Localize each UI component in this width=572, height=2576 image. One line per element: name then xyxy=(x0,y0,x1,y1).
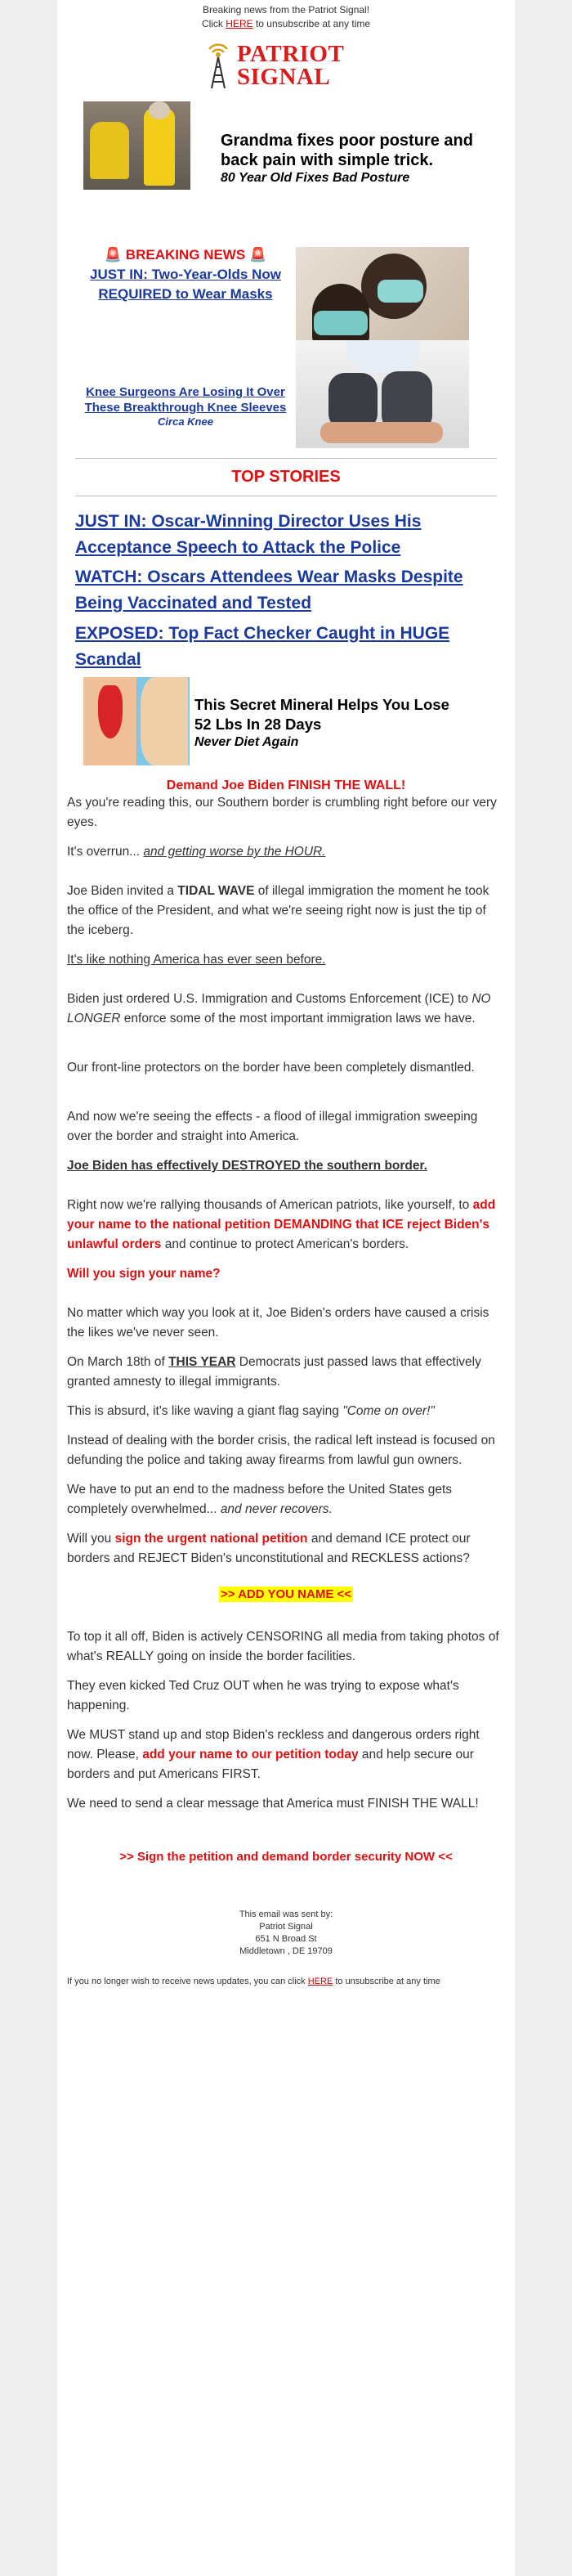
unsubscribe-link-top[interactable]: HERE xyxy=(226,18,253,29)
logo-text xyxy=(237,43,344,88)
paragraph-4: It's like nothing America has ever seen before. xyxy=(67,953,326,967)
paragraph-13-text: This is absurd, it's like waving a giant flag saying xyxy=(67,1404,343,1418)
paragraph-5 xyxy=(67,990,505,1029)
logo-line2: SIGNAL xyxy=(237,64,331,90)
paragraph-9-rest: and continue to protect American's borders. xyxy=(161,1237,409,1251)
paragraph-15-emphasis: and never recovers. xyxy=(220,1502,333,1516)
paragraph-10: Will you sign your name? xyxy=(67,1267,221,1281)
paragraph-12-text: On March 18th of xyxy=(67,1355,169,1369)
paragraph-6: Our front-line protectors on the border have been completely dismantled. xyxy=(67,1061,475,1075)
preheader xyxy=(57,4,515,29)
radio-tower-icon xyxy=(204,41,232,90)
story-link-3[interactable] xyxy=(75,621,497,673)
paragraph-3-bold: TIDAL WAVE xyxy=(177,884,255,898)
cta-add-name-wrap xyxy=(57,1587,515,1602)
story-link-1[interactable] xyxy=(75,509,497,561)
story-link-3-text[interactable]: EXPOSED: Top Fact Checker Caught in HUGE Scandal xyxy=(75,624,450,669)
paragraph-2 xyxy=(67,842,505,862)
logo[interactable] xyxy=(204,41,376,90)
ad-posture-title[interactable]: Grandma fixes poor posture and back pain with simple trick. xyxy=(221,132,473,169)
paragraph-12-bold: THIS YEAR xyxy=(168,1355,236,1369)
add-name-button[interactable]: >> ADD YOU NAME << xyxy=(220,1587,352,1601)
paragraph-19 xyxy=(67,1726,505,1784)
paragraph-15-text: We have to put an end to the madness before the United States gets completely overwhelmed... xyxy=(67,1483,453,1516)
breaking-news-label: BREAKING NEWS xyxy=(125,247,246,263)
ad-knee-image[interactable] xyxy=(296,340,469,448)
breaking-news-kicker xyxy=(83,247,288,263)
ad-mineral-title[interactable]: This Secret Mineral Helps You Lose 52 Lbs In 28 Days xyxy=(194,696,449,733)
paragraph-1: As you're reading this, our Southern border is crumbling right before our very eyes. xyxy=(67,796,497,829)
story-link-1-text[interactable]: JUST IN: Oscar-Winning Director Uses His Acceptance Speech to Attack the Police xyxy=(75,512,422,557)
divider-top xyxy=(75,458,497,459)
sign-petition-button[interactable]: >> Sign the petition and demand border security NOW << xyxy=(119,1850,453,1864)
siren-icon-right: 🚨 xyxy=(248,247,267,263)
petition-link-3[interactable]: add your name to our petition today xyxy=(142,1748,359,1761)
paragraph-12 xyxy=(67,1353,505,1392)
ad-mineral-subtitle: Never Diet Again xyxy=(194,735,299,749)
footer-unsub-text: If you no longer wish to receive news updates, you can click xyxy=(67,1977,308,1986)
ad-mineral-image[interactable] xyxy=(83,677,190,765)
paragraph-19-rest: and help secure our borders and put Americans FIRST. xyxy=(67,1748,474,1781)
paragraph-5-text: Biden just ordered U.S. Immigration and Customs Enforcement (ICE) to xyxy=(67,992,472,1006)
ad-posture-image[interactable] xyxy=(83,101,190,190)
ad-knee[interactable] xyxy=(83,384,288,428)
siren-icon-left: 🚨 xyxy=(104,247,123,263)
logo-line1: PATRIOT xyxy=(237,41,345,67)
paragraph-18: They even kicked Ted Cruz OUT when he was trying to expose what's happening. xyxy=(67,1679,459,1712)
footer-unsub-rest: to unsubscribe at any time xyxy=(333,1977,440,1986)
paragraph-16 xyxy=(67,1529,505,1568)
paragraph-2-emphasis: and getting worse by the HOUR. xyxy=(143,845,326,859)
top-stories-title: TOP STORIES xyxy=(231,468,341,486)
petition-link-1[interactable]: add your name to the national petition DEMANDING that ICE reject Biden's unlawful orders xyxy=(67,1198,496,1251)
paragraph-9-text: Right now we're rallying thousands of American patriots, like yourself, to xyxy=(67,1198,473,1212)
ad-posture[interactable] xyxy=(83,101,492,191)
ad-mineral-text[interactable] xyxy=(194,695,468,751)
paragraph-5-emphasis: NO LONGER xyxy=(67,992,491,1025)
paragraph-12-rest: Democrats just passed laws that effectively granted amnesty to illegal immigrants. xyxy=(67,1355,481,1389)
paragraph-5-rest: enforce some of the most important immigration laws we have. xyxy=(120,1012,476,1025)
email-body xyxy=(57,0,515,2576)
paragraph-11: No matter which way you look at it, Joe Biden's orders have caused a crisis the likes we've never seen. xyxy=(67,1306,489,1340)
paragraph-13-emphasis: "Come on over!" xyxy=(342,1404,435,1418)
paragraph-3-rest: of illegal immigration the moment he took the office of the President, and what we're seeing right now is just the tip of the iceberg. xyxy=(67,884,489,937)
paragraph-17: To top it all off, Biden is actively CENSORING all media from taking photos of what's REALLY going on inside the border facilities. xyxy=(67,1630,499,1663)
story-link-2-text[interactable]: WATCH: Oscars Attendees Wear Masks Despite Being Vaccinated and Tested xyxy=(75,568,463,613)
footer-city: Middletown , DE 19709 xyxy=(239,1946,333,1956)
footer-unsubscribe xyxy=(67,1976,505,1988)
ad-knee-source: Circa Knee xyxy=(158,415,213,428)
paragraph-15 xyxy=(67,1480,505,1519)
paragraph-20: We need to send a clear message that America must FINISH THE WALL! xyxy=(67,1797,479,1811)
paragraph-19-text: We MUST stand up and stop Biden's reckless and dangerous orders right now. Please, xyxy=(67,1728,480,1761)
ad-knee-headline[interactable]: Knee Surgeons Are Losing It Over These Breakthrough Knee Sleeves xyxy=(84,385,287,415)
unsubscribe-link-bottom[interactable]: HERE xyxy=(307,1977,333,1986)
petition-link-2[interactable]: sign the urgent national petition xyxy=(114,1532,308,1546)
preheader-text: Click xyxy=(201,18,226,29)
paragraph-8: Joe Biden has effectively DESTROYED the southern border. xyxy=(67,1159,427,1173)
paragraph-16-text: Will you xyxy=(67,1532,115,1546)
footer-street: 651 N Broad St xyxy=(255,1934,317,1944)
footer-org: Patriot Signal xyxy=(259,1922,313,1932)
ad-posture-subtitle: 80 Year Old Fixes Bad Posture xyxy=(221,171,410,185)
ad-masks-headline[interactable]: JUST IN: Two-Year-Olds Now REQUIRED to Wear Masks xyxy=(90,267,281,302)
paragraph-13 xyxy=(67,1402,505,1421)
article-title: Demand Joe Biden FINISH THE WALL! xyxy=(166,779,406,792)
paragraph-2-text: It's overrun... xyxy=(67,845,144,859)
paragraph-7: And now we're seeing the effects - a flood of illegal immigration sweeping over the border and straight into America. xyxy=(67,1110,478,1143)
footer-sent-by: This email was sent by: xyxy=(239,1910,333,1919)
story-link-2[interactable] xyxy=(75,564,497,617)
ad-masks-image[interactable] xyxy=(296,247,469,353)
footer-address xyxy=(57,1909,515,1958)
preheader-line2 xyxy=(57,18,515,29)
preheader-text-end: to unsubscribe at any time xyxy=(252,18,371,29)
paragraph-3 xyxy=(67,882,505,940)
ad-masks[interactable] xyxy=(83,247,288,304)
paragraph-3-text: Joe Biden invited a xyxy=(67,884,178,898)
preheader-line1: Breaking news from the Patriot Signal! xyxy=(202,4,370,16)
ad-posture-text xyxy=(221,131,494,186)
paragraph-16-rest: and demand ICE protect our borders and REJECT Biden's unconstitutional and RECKLESS actions? xyxy=(67,1532,471,1565)
paragraph-14: Instead of dealing with the border crisis, the radical left instead is focused on defunding the police and taking away firearms from lawful gun owners. xyxy=(67,1434,495,1467)
paragraph-9 xyxy=(67,1196,505,1254)
